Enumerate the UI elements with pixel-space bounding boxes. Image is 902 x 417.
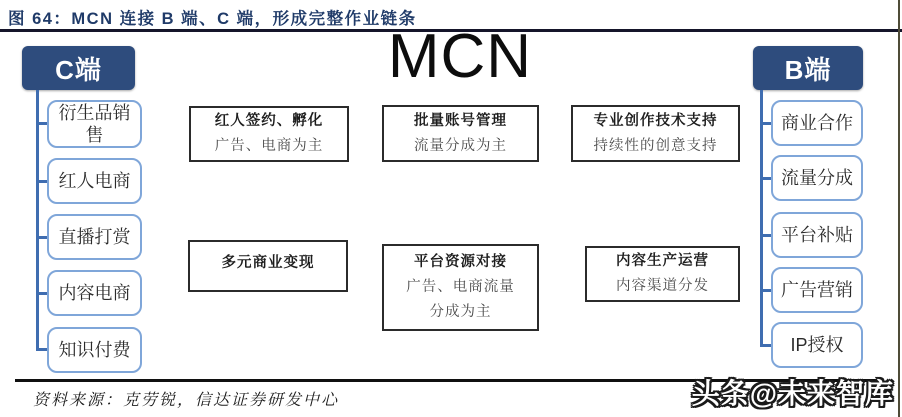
watermark: 头条@未来智库 [691, 378, 894, 409]
mcn-box-monetization [188, 240, 348, 292]
figure-title: 图 64：MCN 连接 B 端、C 端，形成完整作业链条 [8, 10, 417, 28]
mcn-box-line: 分成为主 [429, 303, 492, 320]
mcn-box-line: 批量账号管理 [414, 112, 507, 129]
mcn-box-line: 广告、电商流量 [406, 279, 515, 296]
mcn-box-line: 专业创作技术支持 [593, 112, 718, 129]
source-note: 资料来源：克劳锐，信达证券研发中心 [33, 390, 340, 409]
b-side-item: 流量分成 [771, 155, 863, 201]
c-side-connector-line [36, 90, 39, 350]
mcn-box-line: 平台资源对接 [414, 254, 507, 271]
mcn-box-content-production [585, 246, 740, 302]
b-side-item: 商业合作 [771, 100, 863, 146]
mcn-box-line: 流量分成为主 [414, 137, 507, 154]
mcn-box-line: 内容生产运营 [616, 253, 709, 270]
c-side-item: 衍生品销售 [47, 100, 142, 148]
b-side-item: 平台补贴 [771, 212, 863, 258]
c-side-header: C端 [22, 46, 135, 90]
mcn-box-platform-resources [382, 244, 539, 331]
mcn-box-account-management [382, 105, 539, 162]
mcn-box-line: 广告、电商为主 [214, 138, 324, 154]
b-side-item: 广告营销 [771, 267, 863, 313]
b-side-item: IP授权 [771, 322, 863, 368]
c-side-item: 直播打赏 [47, 214, 142, 260]
mcn-box-line: 多元商业变现 [221, 255, 315, 271]
mcn-box-tech-support [571, 105, 740, 162]
c-side-item: 知识付费 [47, 327, 142, 373]
mcn-box-line: 内容渠道分发 [616, 278, 709, 294]
c-side-item: 内容电商 [47, 270, 142, 316]
page-edge-line [898, 0, 900, 417]
b-side-header: B端 [753, 46, 863, 90]
mcn-center-title: MCN [387, 22, 533, 91]
mcn-box-line: 红人签约、孵化 [214, 113, 324, 130]
mcn-box-signing [189, 106, 349, 162]
mcn-box-line: 持续性的创意支持 [593, 137, 718, 154]
c-side-item: 红人电商 [47, 158, 142, 204]
b-side-connector-line [760, 90, 763, 345]
